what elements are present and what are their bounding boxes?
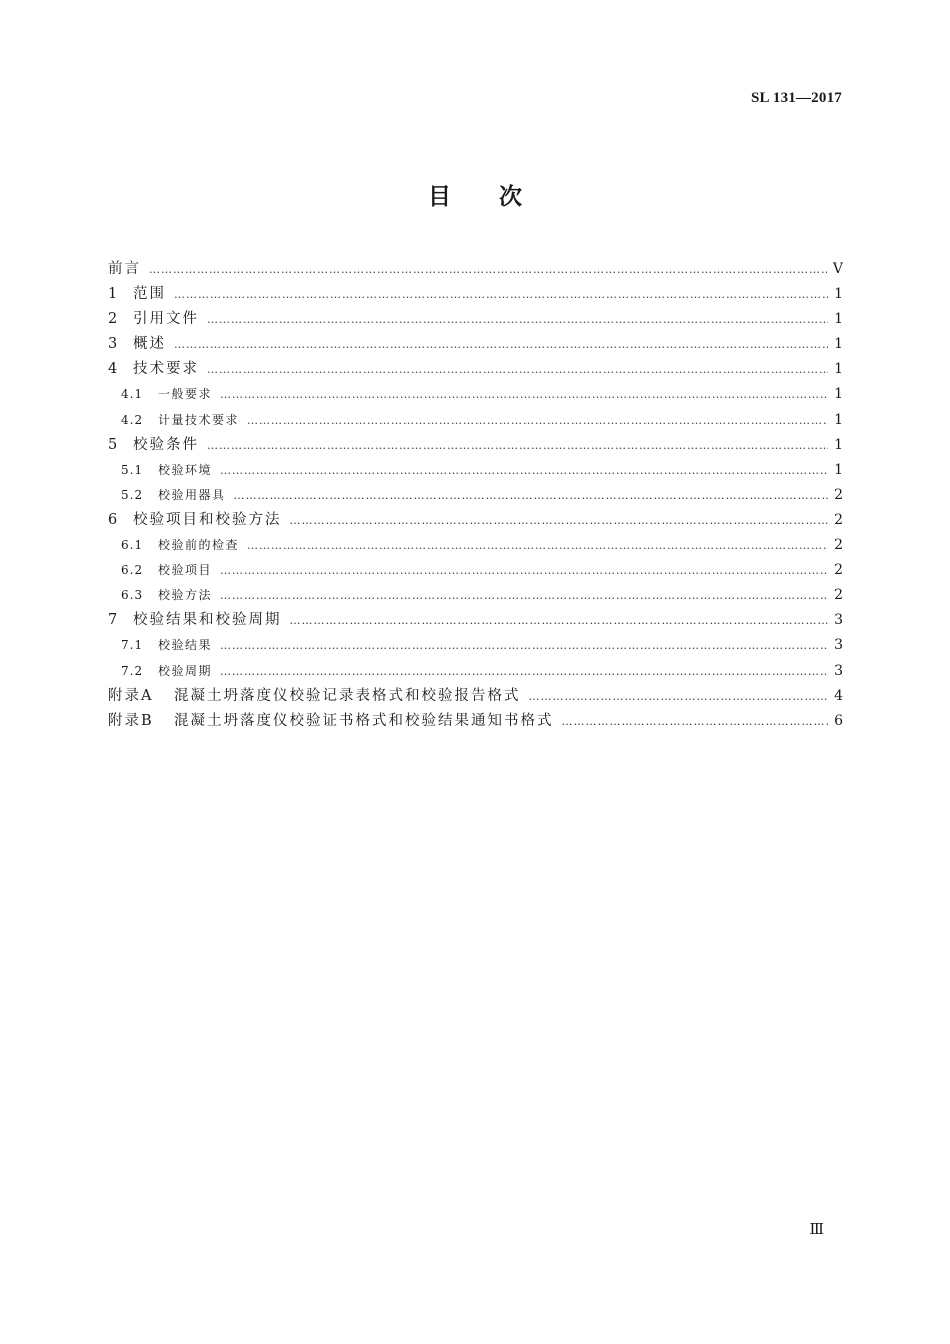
- toc-entry-label: 校验项目: [158, 563, 213, 578]
- toc-entry-page: 1: [834, 336, 843, 353]
- toc-entry[interactable]: [108, 558, 843, 583]
- toc-entry[interactable]: [108, 684, 843, 709]
- toc-leader-dots: [220, 659, 828, 684]
- toc-entry-number: 7: [108, 612, 118, 629]
- toc-entry[interactable]: [108, 332, 843, 357]
- toc-entry[interactable]: [108, 458, 843, 483]
- toc-entry-number: 4.1: [121, 387, 144, 402]
- toc-leader-dots: [220, 633, 828, 658]
- toc-leader-dots: [207, 307, 828, 332]
- toc-entry-page: 1: [834, 361, 843, 378]
- toc-entry[interactable]: [108, 408, 843, 433]
- toc-entry-page: 3: [834, 637, 843, 654]
- toc-entry[interactable]: [108, 508, 843, 533]
- toc-leader-dots: [562, 709, 829, 734]
- toc-leader-dots: [234, 483, 829, 508]
- toc-entry[interactable]: [108, 533, 843, 558]
- toc-entry-number: 1: [108, 286, 118, 303]
- toc-entry-label: 校验项目和校验方法: [133, 511, 282, 528]
- toc-entry-number: 4: [108, 361, 118, 378]
- toc-entry-page: 3: [834, 612, 843, 629]
- toc-entry-label: 混凝土坍落度仪校验记录表格式和校验报告格式: [174, 687, 521, 704]
- toc-entry-label: 校验周期: [158, 663, 213, 678]
- toc-entry[interactable]: [108, 433, 843, 458]
- toc-entry[interactable]: [108, 583, 843, 608]
- toc-leader-dots: [174, 332, 828, 357]
- toc-entry-label: 概述: [133, 336, 166, 353]
- toc-entry-label: 校验方法: [158, 588, 213, 603]
- toc-entry-page: 2: [834, 587, 843, 604]
- page-title: 目次: [428, 183, 570, 210]
- toc-entry-number: 6.3: [121, 588, 144, 603]
- toc-entry-label: 校验结果: [158, 638, 213, 653]
- toc-entry-number: 7.2: [121, 663, 144, 678]
- toc-leader-dots: [207, 433, 828, 458]
- toc-entry-label: 混凝土坍落度仪校验证书格式和校验结果通知书格式: [174, 712, 554, 729]
- toc-entry-label: 校验条件: [133, 436, 199, 453]
- toc-leader-dots: [220, 458, 828, 483]
- toc-entry-page: 2: [834, 537, 843, 554]
- toc-entry-label: 计量技术要求: [158, 412, 240, 427]
- toc-entry-number: 7.1: [121, 638, 144, 653]
- toc-entry-label: 技术要求: [133, 361, 199, 378]
- toc-leader-dots: [220, 558, 828, 583]
- toc-entry-page: 1: [834, 436, 843, 453]
- toc-entry[interactable]: [108, 382, 843, 407]
- toc-entry-page: Ⅴ: [832, 261, 843, 277]
- toc-entry[interactable]: [108, 608, 843, 633]
- toc-entry-page: 6: [834, 712, 843, 729]
- toc-entry-label: 校验前的检查: [158, 538, 240, 553]
- toc-entry-label: 前言: [108, 261, 141, 277]
- toc-entry-page: 2: [834, 511, 843, 528]
- toc-entry-number: 2: [108, 311, 118, 328]
- toc-entry[interactable]: [108, 659, 843, 684]
- standard-code: SL 131—2017: [751, 90, 842, 106]
- toc-entry-number: 5.1: [121, 462, 144, 477]
- toc-entry[interactable]: [108, 633, 843, 658]
- toc-entry-number: 5.2: [121, 487, 144, 502]
- toc-leader-dots: [207, 357, 828, 382]
- toc-entry-label: 引用文件: [133, 311, 199, 328]
- toc-entry-number: 3: [108, 336, 118, 353]
- toc-leader-dots: [174, 282, 828, 307]
- toc-entry-page: 2: [834, 562, 843, 579]
- toc-leader-dots: [529, 684, 829, 709]
- toc-entry-label: 校验用器具: [158, 487, 226, 502]
- table-of-contents: [108, 257, 843, 734]
- toc-entry-label: 一般要求: [158, 387, 213, 402]
- toc-entry-number: 6.2: [121, 563, 144, 578]
- toc-leader-dots: [290, 608, 829, 633]
- toc-entry-number: 附录B: [108, 712, 154, 729]
- toc-leader-dots: [149, 257, 827, 282]
- toc-entry-number: 4.2: [121, 412, 144, 427]
- toc-leader-dots: [220, 583, 828, 608]
- toc-entry-number: 附录A: [108, 687, 154, 704]
- toc-entry[interactable]: [108, 307, 843, 332]
- toc-entry[interactable]: [108, 282, 843, 307]
- toc-entry-page: 2: [834, 486, 843, 503]
- toc-leader-dots: [247, 408, 828, 433]
- toc-entry[interactable]: [108, 483, 843, 508]
- toc-entry-label: 范围: [133, 286, 166, 303]
- toc-entry-number: 6.1: [121, 538, 144, 553]
- page-number: Ⅲ: [809, 1222, 824, 1238]
- toc-entry-number: 5: [108, 436, 118, 453]
- toc-leader-dots: [220, 382, 828, 407]
- toc-entry[interactable]: [108, 709, 843, 734]
- toc-entry-page: 1: [834, 411, 843, 428]
- toc-entry-label: 校验结果和校验周期: [133, 612, 282, 629]
- toc-entry-page: 4: [834, 687, 843, 704]
- toc-entry-page: 3: [834, 662, 843, 679]
- toc-entry-page: 1: [834, 461, 843, 478]
- toc-entry-number: 6: [108, 511, 118, 528]
- toc-entry[interactable]: [108, 357, 843, 382]
- toc-entry-page: 1: [834, 286, 843, 303]
- toc-entry-page: 1: [834, 386, 843, 403]
- toc-leader-dots: [247, 533, 828, 558]
- toc-entry[interactable]: [108, 257, 843, 282]
- toc-entry-label: 校验环境: [158, 462, 213, 477]
- toc-entry-page: 1: [834, 311, 843, 328]
- toc-leader-dots: [290, 508, 829, 533]
